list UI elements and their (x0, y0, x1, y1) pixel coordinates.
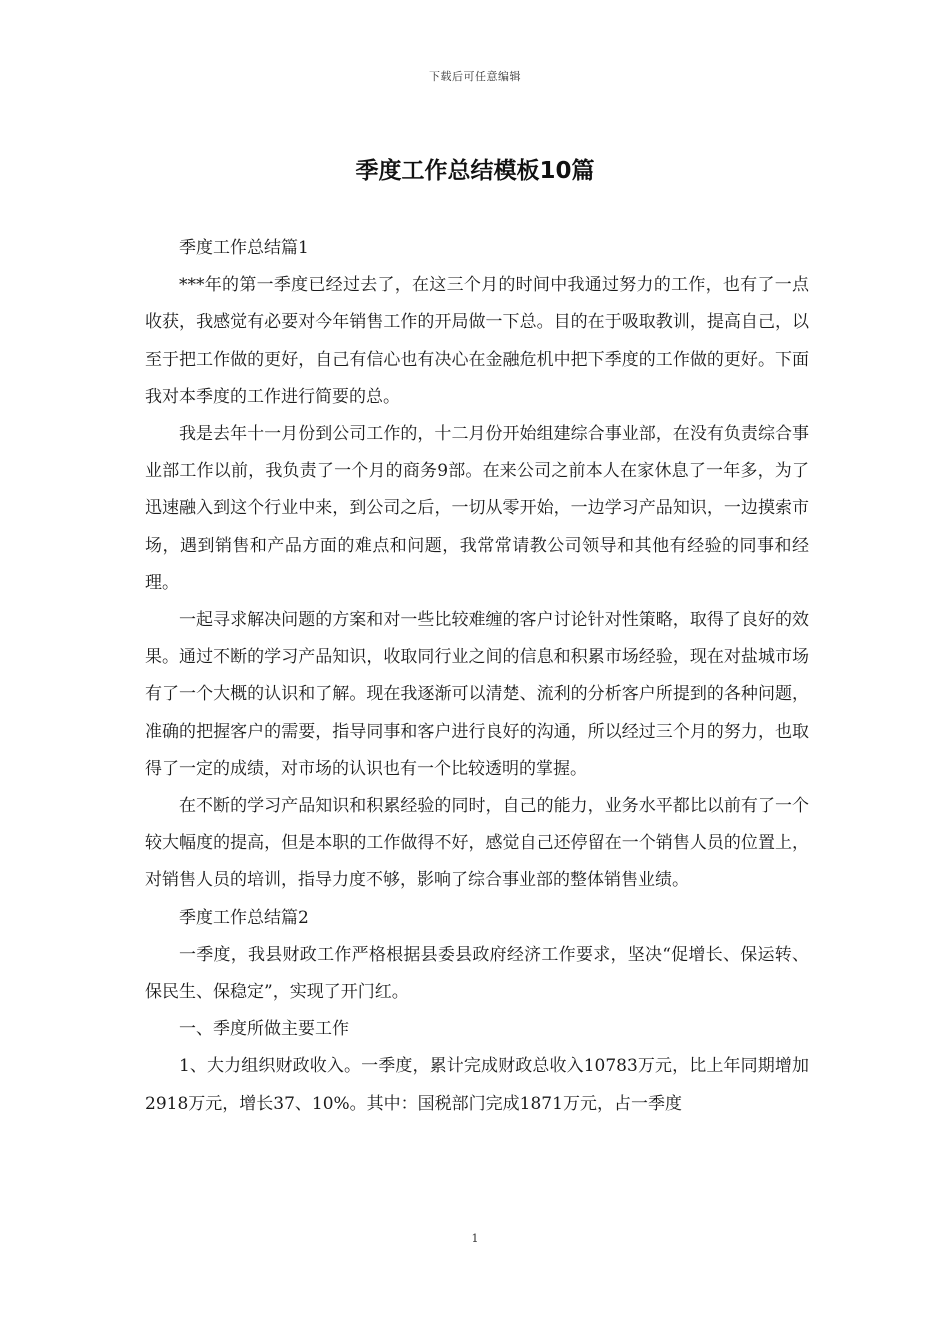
subsection-heading: 一、季度所做主要工作 (179, 1019, 349, 1040)
section-heading-2: 季度工作总结篇2 (179, 907, 309, 928)
paragraph: ***年的第一季度已经过去了，在这三个月的时间中我通过努力的工作，也有了一点收获，我感觉有必要对今年销售工作的开局做一下总。目的在于吸取教训，提高自己，以至于把工作做的更好，自己有信心也有决心在金融危机中把下季度的工作做的更好。下面我对本季度的工作进行简要的总。 (145, 275, 809, 407)
section-heading-1: 季度工作总结篇1 (179, 238, 309, 258)
paragraph: 一季度，我县财政工作严格根据县委县政府经济工作要求，坚决“促增长、保运转、保民生、保稳定”，实现了开门红。 (145, 944, 809, 1003)
document-body (145, 230, 809, 1123)
document-title: 季度工作总结模板10篇 (355, 158, 595, 184)
paragraph: 我是去年十一月份到公司工作的，十二月份开始组建综合事业部，在没有负责综合事业部工作以前，我负责了一个月的商务9部。在来公司之前本人在家休息了一年多，为了迅速融入到这个行业中来，到公司之后，一切从零开始，一边学习产品知识，一边摸索市场，遇到销售和产品方面的难点和问题，我常常请教公司领导和其他有经验的同事和经理。 (145, 424, 809, 593)
page-number: 1 (471, 1232, 479, 1245)
paragraph: 在不断的学习产品知识和积累经验的同时，自己的能力，业务水平都比以前有了一个较大幅度的提高，但是本职的工作做得不好，感觉自己还停留在一个销售人员的位置上，对销售人员的培训，指导力度不够，影响了综合事业部的整体销售业绩。 (145, 796, 809, 891)
paragraph: 1、大力组织财政收入。一季度，累计完成财政总收入10783万元，比上年同期增加2918万元，增长37、10%。其中：国税部门完成1871万元，占一季度 (145, 1056, 809, 1114)
paragraph: 一起寻求解决问题的方案和对一些比较难缠的客户讨论针对性策略，取得了良好的效果。通过不断的学习产品知识，收取同行业之间的信息和积累市场经验，现在对盐城市场有了一个大概的认识和了解。现在我逐渐可以清楚、流利的分析客户所提到的各种问题，准确的把握客户的需要，指导同事和客户进行良好的沟通，所以经过三个月的努力，也取得了一定的成绩，对市场的认识也有一个比较透明的掌握。 (145, 610, 809, 779)
header-note: 下载后可任意编辑 (429, 70, 521, 83)
